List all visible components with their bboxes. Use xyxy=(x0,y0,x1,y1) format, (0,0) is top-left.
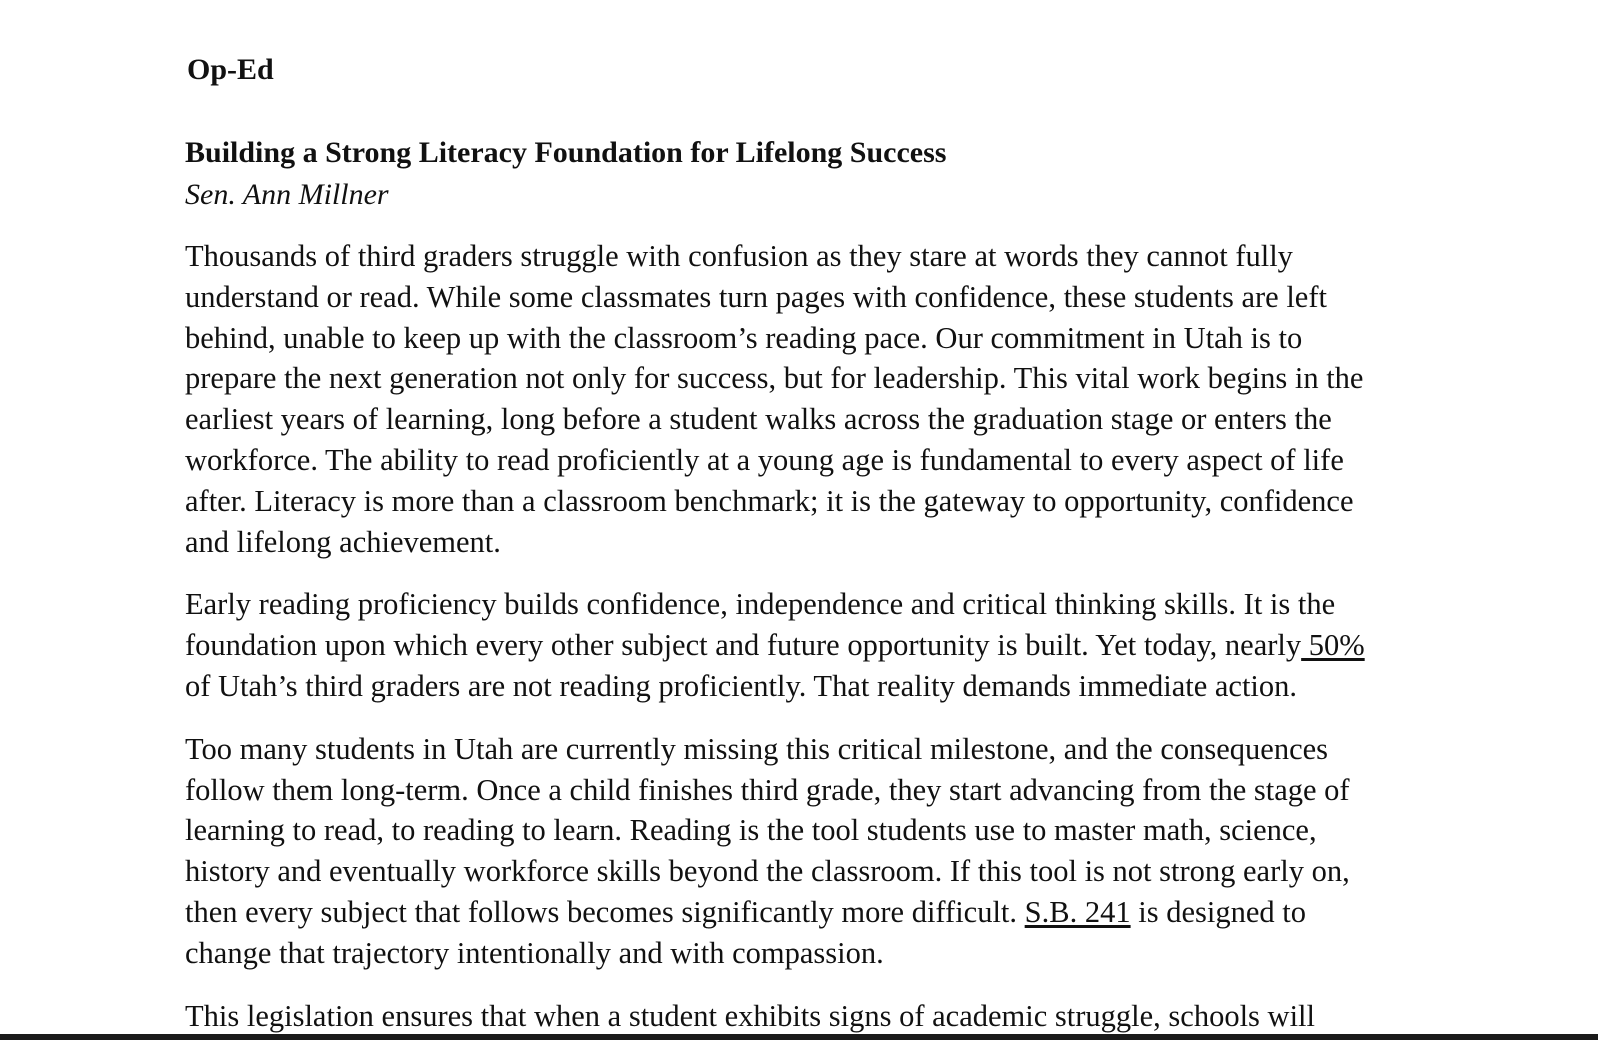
text-line: Thousands of third graders struggle with confusion as they stare at words they cannot fully xyxy=(185,239,1293,273)
text-line: Early reading proficiency builds confidence, independence and critical thinking skills. It is the xyxy=(185,587,1336,622)
text-line: after. Literacy is more than a classroom benchmark; it is the gateway to opportunity, confidence xyxy=(185,483,1354,518)
article-headline: Building a Strong Literacy Foundation for Lifelong Success xyxy=(185,136,947,169)
bill-link[interactable]: S.B. 241 xyxy=(1024,894,1131,929)
paragraph-1 xyxy=(185,236,1405,562)
text-line: change that trajectory intentionally and with compassion. xyxy=(185,935,884,970)
text-line xyxy=(185,625,1405,666)
text-segment: then every subject that follows becomes significantly more difficult. xyxy=(185,894,1025,929)
text-line: follow them long-term. Once a child finishes third grade, they start advancing from the stage of xyxy=(185,772,1350,807)
paragraph-4 xyxy=(185,996,1405,1034)
article-byline: Sen. Ann Millner xyxy=(185,178,389,211)
text-line: Too many students in Utah are currently missing this critical milestone, and the consequences xyxy=(185,731,1329,766)
text-line: and lifelong achievement. xyxy=(185,524,501,559)
text-line: This legislation ensures that when a student exhibits signs of academic struggle, schools will xyxy=(185,998,1315,1033)
statistic-link[interactable]: 50% xyxy=(1301,628,1365,663)
text-line: workforce. The ability to read proficiently at a young age is fundamental to every aspect of life xyxy=(185,442,1344,477)
paragraph-2 xyxy=(185,584,1405,706)
paragraph-3 xyxy=(185,729,1405,974)
text-line: understand or read. While some classmates turn pages with confidence, these students are left xyxy=(185,279,1327,314)
text-line xyxy=(185,892,1405,933)
text-line: history and eventually workforce skills beyond the classroom. If this tool is not strong early on, xyxy=(185,854,1350,889)
bottom-edge-bar xyxy=(0,1034,1598,1040)
text-segment: foundation upon which every other subject and future opportunity is built. Yet today, nearly xyxy=(185,628,1302,663)
text-line: earliest years of learning, long before a student walks across the graduation stage or enters the xyxy=(185,402,1332,437)
text-line: learning to read, to reading to learn. Reading is the tool students use to master math, science, xyxy=(185,813,1317,848)
text-line: prepare the next generation not only for success, but for leadership. This vital work begins in the xyxy=(185,361,1364,396)
text-segment: is designed to xyxy=(1130,894,1306,929)
text-line: of Utah’s third graders are not reading proficiently. That reality demands immediate action. xyxy=(185,668,1298,703)
section-label: Op-Ed xyxy=(187,53,274,86)
text-line: behind, unable to keep up with the classroom’s reading pace. Our commitment in Utah is to xyxy=(185,320,1303,355)
article xyxy=(185,50,1405,1034)
